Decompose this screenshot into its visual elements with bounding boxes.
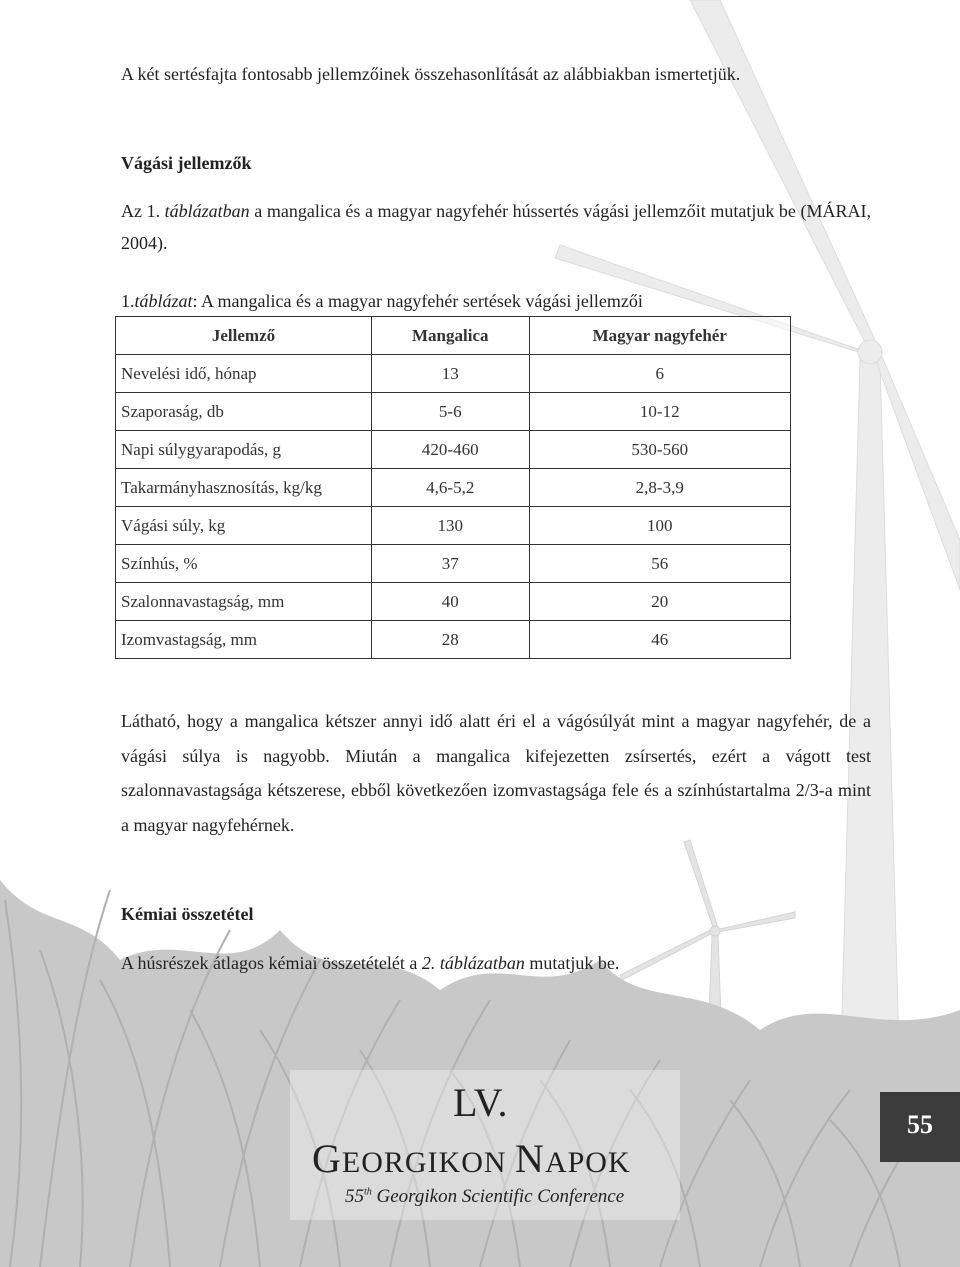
table-cell: 420-460 — [372, 431, 530, 469]
table-cell: 13 — [372, 355, 530, 393]
table-row — [116, 469, 791, 507]
page-number: 55 — [907, 1110, 933, 1139]
slaughter-table — [115, 316, 791, 659]
table-row — [116, 621, 791, 659]
footer-subtitle — [345, 1186, 624, 1208]
column-header: Mangalica — [372, 317, 530, 355]
footer-sub-text: Georgikon Scientific Conference — [371, 1186, 625, 1207]
table-cell: Színhús, % — [116, 545, 372, 583]
section2-paragraph — [121, 946, 871, 980]
table-cell: Vágási súly, kg — [116, 507, 372, 545]
caption-number: 1. — [121, 291, 135, 311]
table-cell: 530-560 — [529, 431, 790, 469]
intro-paragraph: A két sertésfajta fontosabb jellemzőinek összehasonlítását az alábbiakban ismertetjük. — [121, 64, 741, 84]
table-cell: 20 — [529, 583, 790, 621]
table-cell: Nevelési idő, hónap — [116, 355, 372, 393]
section2-text-suffix: mutatjuk be. — [524, 953, 620, 973]
footer-sub-sup: th — [364, 1186, 372, 1198]
table-cell: 130 — [372, 507, 530, 545]
footer-name-initial-n: N — [515, 1136, 545, 1181]
column-header: Jellemző — [116, 317, 372, 355]
table-cell: Szalonnavastagság, mm — [116, 583, 372, 621]
table-row — [116, 431, 791, 469]
table-row — [116, 545, 791, 583]
section1-paragraph — [121, 195, 871, 259]
table-row — [116, 393, 791, 431]
table-cell: Szaporaság, db — [116, 393, 372, 431]
section2-text-italic: 2. táblázatban — [421, 953, 525, 973]
table-cell: 6 — [529, 355, 790, 393]
table-cell: 100 — [529, 507, 790, 545]
section-heading-slaughter: Vágási jellemzők — [121, 153, 252, 173]
column-header: Magyar nagyfehér — [529, 317, 790, 355]
section-heading-chemical: Kémiai összetétel — [121, 904, 254, 924]
footer-sub-number: 55 — [345, 1186, 364, 1207]
table-row — [116, 355, 791, 393]
table-header-row — [116, 317, 791, 355]
table-cell: Napi súlygyarapodás, g — [116, 431, 372, 469]
table-cell: 40 — [372, 583, 530, 621]
table-row — [116, 507, 791, 545]
section1-text-suffix: a mangalica és a magyar nagyfehér hússertés vágási jellemzőit mutatjuk be (MÁRAI, 2004). — [121, 201, 871, 253]
section1-text-prefix: Az 1. — [121, 201, 165, 221]
section1-text-italic: táblázatban — [164, 201, 250, 221]
table-cell: 10-12 — [529, 393, 790, 431]
section2-text-prefix: A húsrészek átlagos kémiai összetételét a — [121, 953, 422, 973]
footer-name-part2: APOK — [544, 1146, 631, 1179]
page-number-box — [880, 1092, 960, 1162]
table-cell: 2,8-3,9 — [529, 469, 790, 507]
table-cell: 56 — [529, 545, 790, 583]
analysis-paragraph: Látható, hogy a mangalica kétszer annyi idő alatt éri el a vágósúlyát mint a magyar nagyfehér, de a vágási súlya is nagyobb. Miután a mangalica kifejezetten zsírsertés, ezért a vágott test szalonnavastagsága kétszerese, ebből következően izomvastagsága fele és a színhústartalma 2/3-a mint a magyar nagyfehérnek. — [121, 711, 871, 835]
footer-event-name — [312, 1135, 631, 1182]
table-cell: Takarmányhasznosítás, kg/kg — [116, 469, 372, 507]
table-cell: Izomvastagság, mm — [116, 621, 372, 659]
footer-name-part1: EORGIKON — [341, 1146, 516, 1179]
table-cell: 28 — [372, 621, 530, 659]
caption-text: : A mangalica és a magyar nagyfehér sertések vágási jellemzői — [192, 291, 643, 311]
table-cell: 37 — [372, 545, 530, 583]
table-row — [116, 583, 791, 621]
footer-name-initial-g: G — [312, 1136, 342, 1181]
footer-edition: LV. — [453, 1080, 508, 1125]
table-caption — [121, 284, 871, 318]
caption-italic: táblázat — [134, 291, 193, 311]
table-cell: 5-6 — [372, 393, 530, 431]
table-cell: 4,6-5,2 — [372, 469, 530, 507]
table-cell: 46 — [529, 621, 790, 659]
